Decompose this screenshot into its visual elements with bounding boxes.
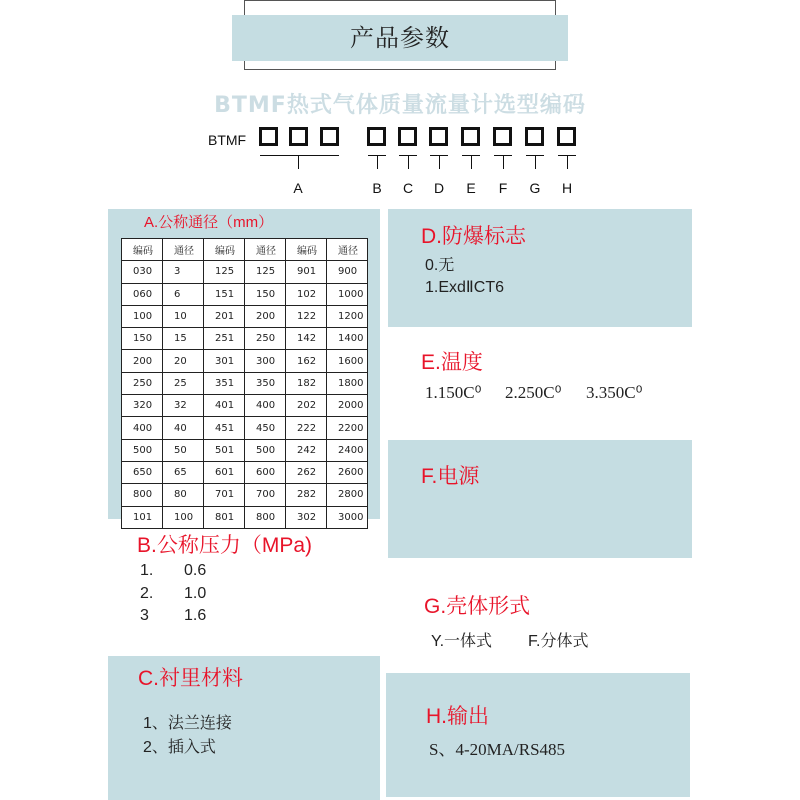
table-cell: 222 [286, 417, 327, 439]
code-letter-e: E [466, 180, 476, 196]
table-cell: 1600 [327, 350, 368, 372]
table-cell: 250 [245, 328, 286, 350]
table-cell: 251 [204, 328, 245, 350]
connector-f-stem [503, 155, 504, 169]
pressure-option-code: 2. [140, 585, 154, 602]
table-cell: 3000 [327, 506, 368, 528]
table-cell: 32 [163, 395, 204, 417]
table-cell: 500 [245, 439, 286, 461]
table-cell: 2200 [327, 417, 368, 439]
section-b-title: B.公称压力（MPa) [137, 534, 313, 557]
diameter-table [121, 238, 368, 529]
table-cell: 030 [122, 261, 163, 283]
table-header-cell: 通径 [163, 239, 204, 261]
temperature-option: 2.250C⁰ [505, 383, 562, 402]
table-cell: 600 [245, 461, 286, 483]
table-row [122, 305, 368, 327]
explosion-option: 1.ExdⅡCT6 [425, 279, 505, 296]
housing-option: F.分体式 [528, 633, 589, 650]
table-cell: 060 [122, 283, 163, 305]
code-letter-d: D [433, 180, 445, 196]
table-cell: 400 [245, 395, 286, 417]
table-row [122, 506, 368, 528]
table-cell: 200 [122, 350, 163, 372]
table-cell: 122 [286, 305, 327, 327]
code-slot-a1 [259, 127, 278, 146]
section-d-title: D.防爆标志 [421, 225, 526, 248]
table-cell: 201 [204, 305, 245, 327]
table-cell: 2800 [327, 484, 368, 506]
connector-c-stem [408, 155, 409, 169]
table-cell: 80 [163, 484, 204, 506]
table-cell: 650 [122, 461, 163, 483]
table-cell: 300 [245, 350, 286, 372]
table-cell: 1200 [327, 305, 368, 327]
code-letter-c: C [402, 180, 414, 196]
table-cell: 401 [204, 395, 245, 417]
code-slot-h [557, 127, 576, 146]
code-slot-g [525, 127, 544, 146]
table-cell: 1000 [327, 283, 368, 305]
section-c-title: C.衬里材料 [138, 667, 243, 690]
connector-d-stem [439, 155, 440, 169]
table-cell: 250 [122, 372, 163, 394]
table-cell: 242 [286, 439, 327, 461]
table-cell: 901 [286, 261, 327, 283]
table-cell: 400 [122, 417, 163, 439]
table-cell: 101 [122, 506, 163, 528]
table-cell: 125 [245, 261, 286, 283]
code-slot-a3 [320, 127, 339, 146]
connector-a-stem [298, 155, 299, 169]
temperature-option: 3.350C⁰ [586, 383, 643, 402]
section-f-panel [388, 440, 692, 558]
table-cell: 801 [204, 506, 245, 528]
page-title: 产品参数 [350, 24, 450, 52]
code-letter-h: H [561, 180, 573, 196]
table-row [122, 484, 368, 506]
table-row [122, 439, 368, 461]
code-slot-e [461, 127, 480, 146]
table-cell: 501 [204, 439, 245, 461]
table-row [122, 372, 368, 394]
code-slot-f [493, 127, 512, 146]
table-cell: 200 [245, 305, 286, 327]
table-row [122, 395, 368, 417]
table-cell: 15 [163, 328, 204, 350]
section-g-title: G.壳体形式 [424, 595, 531, 618]
temperature-option: 1.150C⁰ [425, 383, 482, 402]
table-cell: 282 [286, 484, 327, 506]
pressure-option-code: 1. [140, 562, 154, 579]
table-cell: 350 [245, 372, 286, 394]
code-slot-b [367, 127, 386, 146]
table-cell: 40 [163, 417, 204, 439]
table-header-cell: 编码 [122, 239, 163, 261]
table-row [122, 350, 368, 372]
table-cell: 800 [245, 506, 286, 528]
table-header-row [122, 239, 368, 261]
table-cell: 3 [163, 261, 204, 283]
pressure-option-value: 1.0 [184, 585, 207, 602]
code-letter-b: B [372, 180, 382, 196]
section-a-title: A.公称通径（mm） [144, 214, 274, 231]
table-cell: 351 [204, 372, 245, 394]
table-cell: 10 [163, 305, 204, 327]
table-cell: 302 [286, 506, 327, 528]
pressure-option-code: 3 [140, 607, 149, 624]
table-header-cell: 通径 [327, 239, 368, 261]
table-cell: 320 [122, 395, 163, 417]
code-slot-c [398, 127, 417, 146]
lining-option: 1、法兰连接 [143, 715, 232, 732]
table-cell: 2400 [327, 439, 368, 461]
section-e-title: E.温度 [421, 351, 483, 374]
pressure-option-value: 0.6 [184, 562, 207, 579]
table-cell: 202 [286, 395, 327, 417]
table-cell: 150 [122, 328, 163, 350]
model-prefix: BTMF [208, 132, 247, 148]
table-row [122, 283, 368, 305]
code-letter-g: G [529, 180, 541, 196]
table-cell: 450 [245, 417, 286, 439]
table-cell: 125 [204, 261, 245, 283]
section-h-title: H.输出 [426, 705, 489, 728]
housing-option: Y.一体式 [431, 633, 493, 650]
table-row [122, 461, 368, 483]
code-slot-d [429, 127, 448, 146]
connector-h-stem [567, 155, 568, 169]
table-cell: 142 [286, 328, 327, 350]
table-cell: 65 [163, 461, 204, 483]
table-cell: 262 [286, 461, 327, 483]
output-value: S、4-20MA/RS485 [429, 740, 566, 759]
table-cell: 900 [327, 261, 368, 283]
table-cell: 25 [163, 372, 204, 394]
connector-e-stem [471, 155, 472, 169]
connector-g-stem [535, 155, 536, 169]
table-cell: 2600 [327, 461, 368, 483]
table-cell: 700 [245, 484, 286, 506]
table-cell: 102 [286, 283, 327, 305]
table-cell: 20 [163, 350, 204, 372]
code-slot-a2 [289, 127, 308, 146]
table-header-cell: 编码 [204, 239, 245, 261]
table-cell: 6 [163, 283, 204, 305]
table-row [122, 328, 368, 350]
table-cell: 50 [163, 439, 204, 461]
code-letter-f: F [498, 180, 508, 196]
table-cell: 601 [204, 461, 245, 483]
table-cell: 100 [163, 506, 204, 528]
table-cell: 151 [204, 283, 245, 305]
pressure-option-value: 1.6 [184, 607, 207, 624]
model-code-subtitle: BTMF热式气体质量流量计选型编码 [214, 93, 586, 118]
explosion-option: 0.无 [425, 257, 455, 274]
table-cell: 1800 [327, 372, 368, 394]
table-row [122, 417, 368, 439]
table-row [122, 261, 368, 283]
table-cell: 301 [204, 350, 245, 372]
table-cell: 451 [204, 417, 245, 439]
connector-a-bar [260, 155, 339, 156]
code-letter-a: A [293, 180, 303, 196]
connector-b-stem [377, 155, 378, 169]
table-cell: 2000 [327, 395, 368, 417]
table-header-cell: 编码 [286, 239, 327, 261]
table-header-cell: 通径 [245, 239, 286, 261]
table-cell: 182 [286, 372, 327, 394]
lining-option: 2、插入式 [143, 739, 216, 756]
table-cell: 701 [204, 484, 245, 506]
table-cell: 1400 [327, 328, 368, 350]
table-cell: 150 [245, 283, 286, 305]
table-cell: 100 [122, 305, 163, 327]
table-cell: 800 [122, 484, 163, 506]
table-cell: 162 [286, 350, 327, 372]
table-cell: 500 [122, 439, 163, 461]
section-f-title: F.电源 [421, 465, 480, 488]
